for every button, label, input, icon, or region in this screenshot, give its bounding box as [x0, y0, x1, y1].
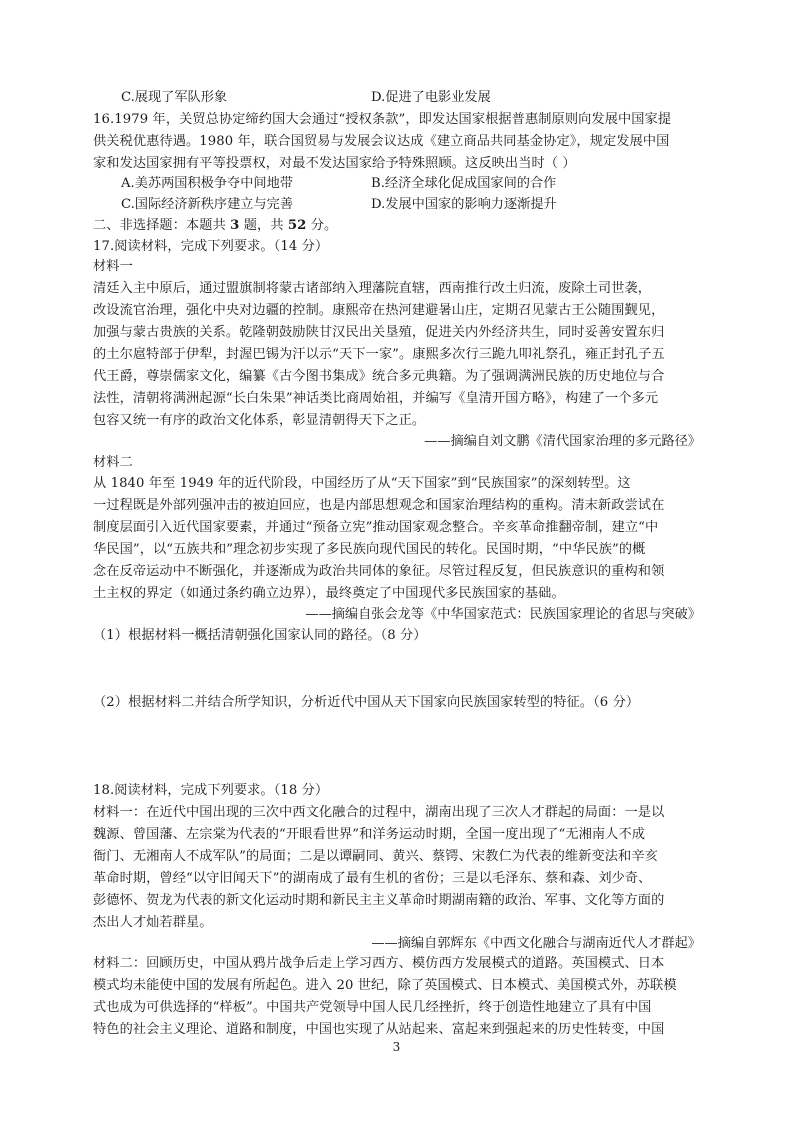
q17-material-1-line: 改设流官治理，强化中央对边疆的控制。康熙帝在热河建避暑山庄，定期召见蒙古王公随围觐见， — [93, 303, 665, 318]
q16-stem-line-3: 家和发达国家拥有平等投票权，对最不发达国家给予特殊照顾。这反映出当时（ ） — [93, 156, 576, 171]
q17-material-2-label: 材料二 — [93, 455, 133, 470]
q17-material-1-line: 包容又统一有序的政治文化体系，彰显清朝得天下之正。 — [93, 413, 426, 428]
q15-option-d: D.促进了电影业发展 — [371, 90, 491, 105]
q18-material-1-line: 魏源、曾国藩、左宗棠为代表的“开眼看世界”和洋务运动时期，全国一度出现了“无湘南人不成 — [93, 827, 646, 842]
q18-material-1-line: 革命时期，曾经“以守旧闻天下”的湖南成了最有生机的省份；三是以毛泽东、蔡和森、刘少奇、 — [93, 871, 652, 886]
q17-material-2-line: 从 1840 年至 1949 年的近代阶段，中国经历了从“天下国家”到“民族国家”的深刻转型。这 — [93, 476, 631, 491]
q17-title: 17.阅读材料，完成下列要求。（14 分） — [93, 239, 329, 254]
q17-sub-question-1: （1）根据材料一概括清朝强化国家认同的路径。（8 分） — [93, 628, 427, 643]
q18-material-1-line: 材料一：在近代中国出现的三次中西文化融合的过程中，湖南出现了三次人才群起的局面：一是以 — [93, 805, 665, 820]
q16-option-b: B.经济全球化促成国家间的合作 — [371, 176, 557, 191]
section-heading-suffix: 分。 — [306, 218, 338, 233]
q17-material-1-source: ——摘编自刘文鹏《清代国家治理的多元路径》 — [424, 434, 701, 449]
q17-material-2-line: 华民国”，以“五族共和”理念初步实现了多民族向现代国民的转化。民国时期，“中华民族”的概 — [93, 542, 646, 557]
q17-material-1-line: 代王爵，尊崇儒家文化，编纂《古今图书集成》统合多元典籍。为了强调满洲民族的历史地位与合 — [93, 369, 665, 384]
section-heading-mid: 题，共 — [239, 218, 288, 233]
q17-material-2-source: ——摘编自张会龙等《中华国家范式：民族国家理论的省思与突破》 — [305, 607, 701, 622]
q17-sub-question-2: （2）根据材料二并结合所学知识，分析近代中国从天下国家向民族国家转型的特征。（6 分） — [93, 695, 640, 710]
q16-option-c: C.国际经济新秩序建立与完善 — [121, 197, 294, 212]
q18-material-2-line: 模式均未能使中国的发展有所起色。进入 20 世纪，除了英国模式、日本模式、美国模式外，苏联模 — [93, 978, 677, 993]
section-total-score: 52 — [287, 218, 307, 233]
q18-material-2-line: 材料二：回顾历史，中国从鸦片战争后走上学习西方、模仿西方发展模式的道路。英国模式、日本 — [93, 956, 665, 971]
section-question-count: 3 — [230, 218, 240, 233]
q18-material-1-line: 彭德怀、贺龙为代表的新文化运动时期和新民主主义革命时期湖南籍的政治、军事、文化等方面的 — [93, 893, 665, 908]
q18-material-1-line: 杰出人才灿若群星。 — [93, 915, 213, 930]
q17-material-2-line: 一过程既是外部列强冲击的被迫回应，也是内部思想观念和国家治理结构的重构。清末新政尝试在 — [93, 498, 665, 513]
q17-material-2-line: 制度层面引入近代国家要素，并通过“预备立宪”推动国家观念整合。辛亥革命推翻帝制，建立“中 — [93, 520, 659, 535]
q18-title: 18.阅读材料，完成下列要求。（18 分） — [93, 783, 329, 798]
page-number: 3 — [392, 1040, 401, 1054]
q17-material-1-line: 的土尔扈特部于伊犁，封渥巴锡为汗以示“天下一家”。康熙多次行三跪九叩礼祭孔，雍正封孔子五 — [93, 347, 665, 362]
q17-material-1-line: 加强与蒙古贵族的关系。乾隆朝鼓励陕甘汉民出关垦殖，促进关内外经济共生，同时妥善安置东归 — [93, 325, 665, 340]
q16-option-d: D.发展中国家的影响力逐渐提升 — [371, 197, 557, 212]
q16-stem-line-1: 16.1979 年，关贸总协定缔约国大会通过“授权条款”，即发达国家根据普惠制原则向发展中国家提 — [93, 112, 672, 127]
q17-material-2-line: 土主权的界定（如通过条约确立边界），最终奠定了中国现代多民族国家的基础。 — [93, 586, 565, 601]
q18-material-2-line: 式也成为可供选择的“样板”。中国共产党领导中国人民几经挫折，终于创造性地建立了具有中国 — [93, 1000, 652, 1015]
q18-material-1-source: ——摘编自郭辉东《中西文化融合与湖南近代人才群起》 — [371, 936, 701, 951]
q17-material-2-line: 念在反帝运动中不断强化，并逐渐成为政治共同体的象征。尽管过程反复，但民族意识的重构和领 — [93, 564, 665, 579]
q17-material-1-line: 清廷入主中原后，通过盟旗制将蒙古诸部纳入理藩院直辖，西南推行改土归流，废除土司世袭， — [93, 281, 652, 296]
q18-material-1-line: 衙门、无湘南人不成军队”的局面；二是以谭嗣同、黄兴、蔡锷、宋教仁为代表的维新变法和辛亥 — [93, 849, 658, 864]
q15-option-c: C.展现了军队形象 — [121, 90, 228, 105]
q16-stem-line-2: 供关税优惠待遇。1980 年，联合国贸易与发展会议达成《建立商品共同基金协定》，规定发展中国 — [93, 134, 670, 149]
q17-material-1-label: 材料一 — [93, 259, 133, 274]
q16-option-a: A.美苏两国积极争夺中间地带 — [121, 176, 293, 191]
section-heading-prefix: 二、非选择题：本题共 — [93, 218, 231, 233]
q18-material-2-line: 特色的社会主义理论、道路和制度，中国也实现了从站起来、富起来到强起来的历史性转变，中国 — [93, 1022, 665, 1037]
q17-material-1-line: 法性，清朝将满洲起源“长白朱果”神话类比商周始祖，并编写《皇清开国方略》，构建了一个多元 — [93, 391, 659, 406]
